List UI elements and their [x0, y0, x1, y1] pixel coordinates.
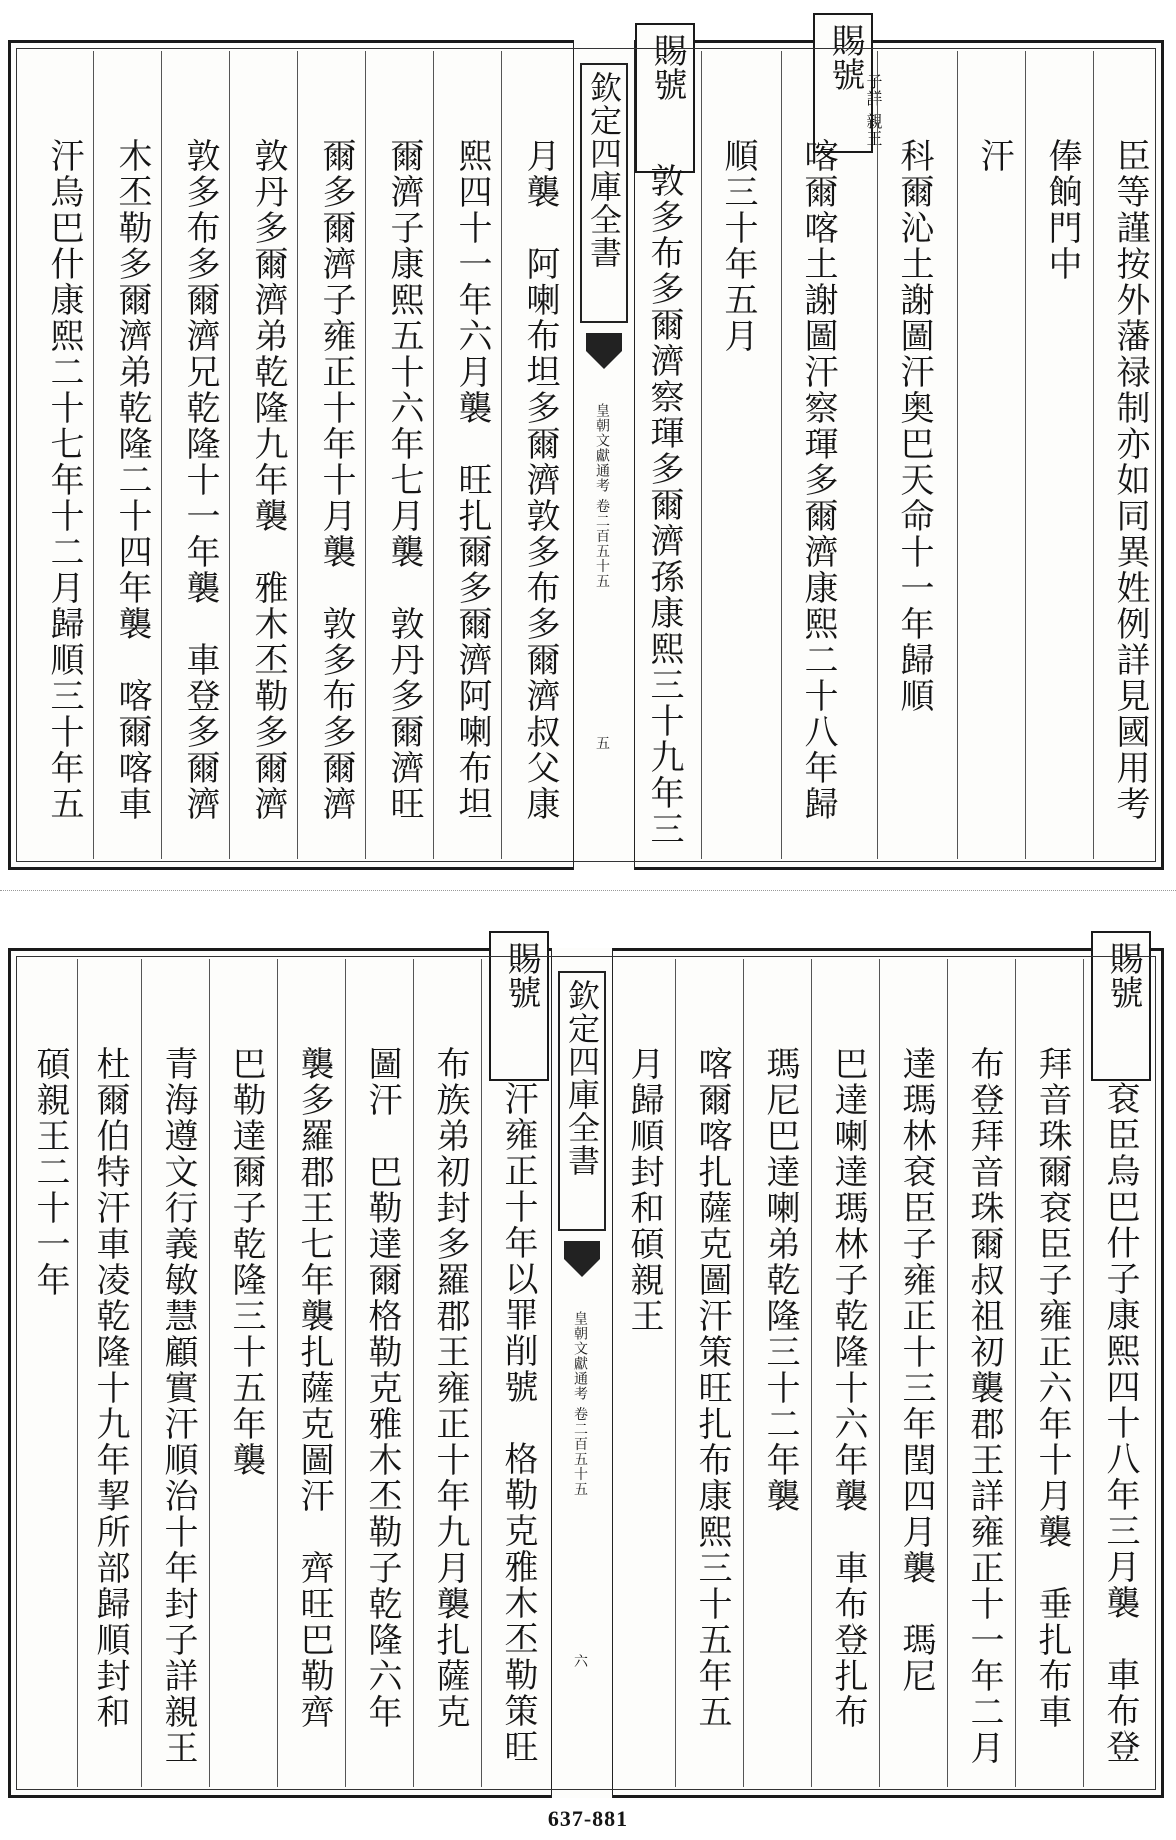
text-column: 袞臣烏巴什子康熙四十八年三月襲 車布登: [1100, 1081, 1140, 1765]
fish-tail-icon: [562, 1241, 602, 1301]
text-column: 喀爾喀扎薩克圖汗策旺扎布康熙三十五年五: [692, 1046, 732, 1730]
text-column: 爾多爾濟子雍正十年十月襲 敦多布多爾濟: [316, 138, 356, 822]
text-column: 月歸順封和碩親王: [624, 1046, 664, 1334]
page-divider: [0, 890, 1176, 891]
text-column: 布族弟初封多羅郡王雍正十年九月襲扎薩克: [430, 1046, 470, 1730]
page-footer-number: 637-881: [547, 1806, 629, 1831]
center-title: 欽定四庫全書: [580, 63, 628, 323]
top-center-raised-header: [635, 23, 695, 173]
text-column: 巴達喇達瑪林子乾隆十六年襲 車布登扎布: [828, 1046, 868, 1730]
text-column: 熙四十一年六月襲 旺扎爾多爾濟阿喇布坦: [452, 138, 492, 822]
text-column: 汗: [974, 138, 1014, 174]
text-column: 敦多布多爾濟兄乾隆十一年襲 車登多爾濟: [180, 138, 220, 822]
text-column: 杜爾伯特汗車凌乾隆十九年挈所部歸順封和: [90, 1046, 130, 1730]
text-column: 爾濟子康熙五十六年七月襲 敦丹多爾濟旺: [384, 138, 424, 822]
bottom-right-raised-header: [1091, 931, 1151, 1081]
top-right-raised-note: 子詳 親王: [864, 73, 883, 148]
text-column: 敦丹多爾濟弟乾隆九年襲 雅木丕勒多爾濟: [248, 138, 288, 822]
raised-header-text: 賜號: [825, 23, 865, 91]
center-source: 皇朝文獻通考 卷二百五十五: [594, 403, 610, 589]
raised-header-text: 賜號: [501, 941, 541, 1009]
text-column: 拜音珠爾袞臣子雍正六年十月襲 垂扎布車: [1032, 1046, 1072, 1730]
text-column: 襲多羅郡王七年襲扎薩克圖汗 齊旺巴勒齊: [294, 1046, 334, 1730]
raised-header-text: 賜號: [647, 33, 687, 101]
top-page: [8, 23, 1164, 870]
text-column: 青海遵文行義敏慧顧實汗順治十年封子詳親王: [158, 1046, 198, 1766]
text-column: 俸餉門中: [1042, 138, 1082, 282]
center-source: 皇朝文獻通考 卷二百五十五: [572, 1311, 588, 1497]
raised-header-text: 賜號: [1103, 941, 1143, 1009]
text-column: 汗烏巴什康熙二十七年十二月歸順三十年五: [44, 138, 84, 822]
text-column: 敦多布多爾濟察琿多爾濟孫康熙三十九年三: [644, 163, 684, 847]
center-page-number: 五: [596, 736, 610, 752]
center-title: 欽定四庫全書: [558, 971, 606, 1231]
text-column: 月襲 阿喇布坦多爾濟敦多布多爾濟叔父康: [520, 138, 560, 822]
text-column: 圖汗 巴勒達爾格勒克雅木丕勒子乾隆六年: [362, 1046, 402, 1730]
bottom-page: [8, 941, 1164, 1798]
text-column: 汗雍正十年以罪削號 格勒克雅木丕勒策旺: [498, 1081, 538, 1765]
text-column: 喀爾喀土謝圖汗察琿多爾濟康熙二十八年歸: [798, 138, 838, 822]
text-column: 達瑪林袞臣子雍正十三年閏四月襲 瑪尼: [896, 1046, 936, 1694]
text-column: 木丕勒多爾濟弟乾隆二十四年襲 喀爾喀車: [112, 138, 152, 822]
text-column: 順三十年五月: [718, 138, 758, 354]
text-column: 布登拜音珠爾叔祖初襲郡王詳雍正十一年二月: [964, 1046, 1004, 1766]
bottom-center-raised-header: [489, 931, 549, 1081]
text-column: 碩親王二十一年: [30, 1046, 70, 1298]
text-column: 臣等謹按外藩禄制亦如同異姓例詳見國用考: [1110, 138, 1150, 822]
fish-tail-icon: [584, 333, 624, 393]
text-column: 巴勒達爾子乾隆三十五年襲: [226, 1046, 266, 1478]
center-page-number: 六: [574, 1654, 588, 1670]
text-column: 瑪尼巴達喇弟乾隆三十二年襲: [760, 1046, 800, 1514]
text-column: 科爾沁土謝圖汗奥巴天命十一年歸順: [894, 138, 934, 714]
